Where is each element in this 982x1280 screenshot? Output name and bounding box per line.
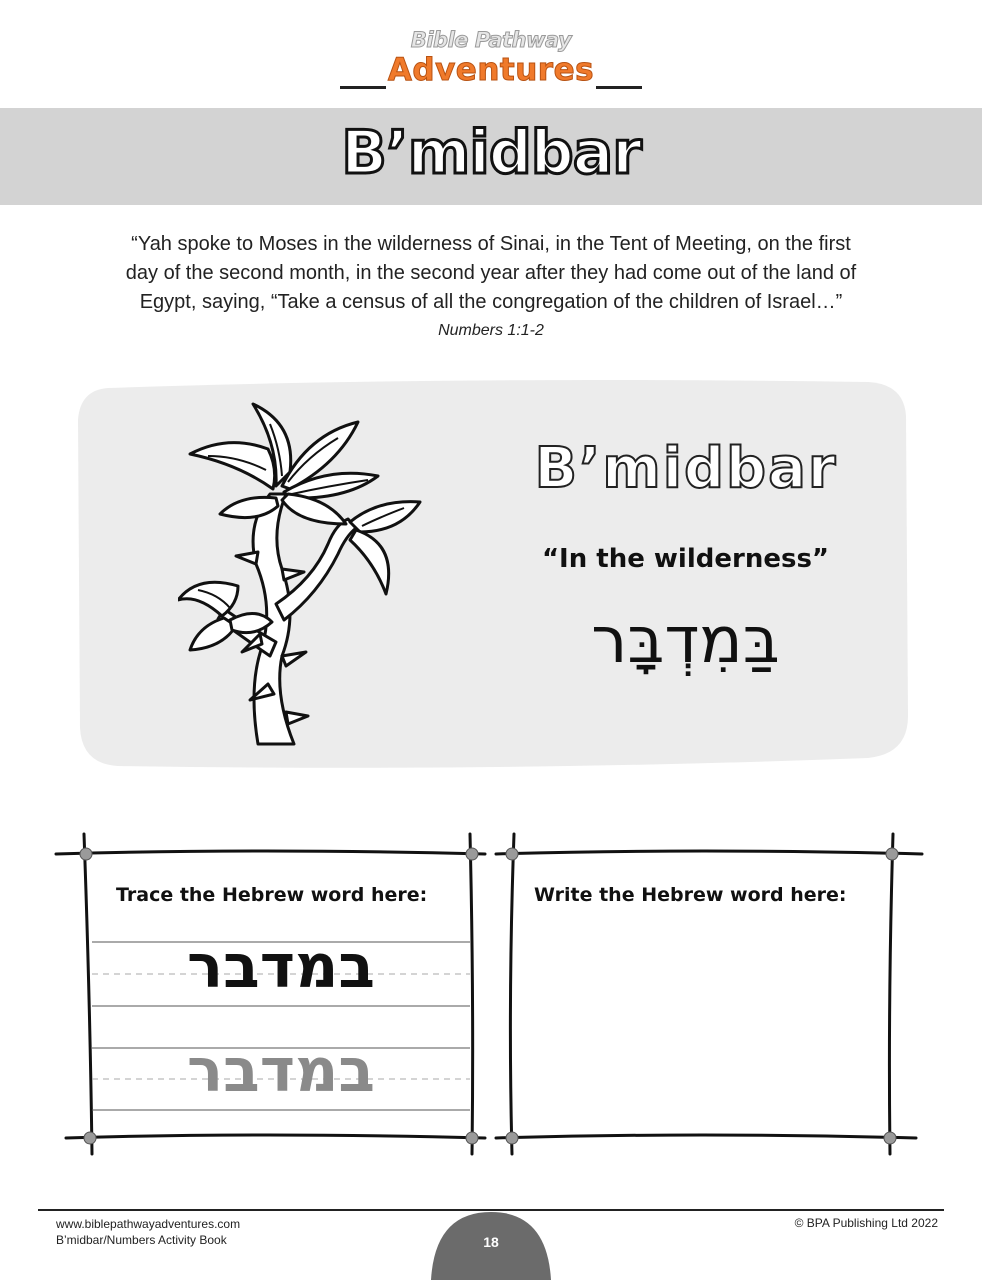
title-band: [0, 108, 982, 205]
word-card: [78, 376, 908, 772]
footer-book: B’midbar/Numbers Activity Book: [56, 1233, 227, 1247]
page-number-tab: [431, 1212, 551, 1280]
footer-website[interactable]: www.biblepathwayadventures.com: [56, 1217, 241, 1231]
write-area[interactable]: [522, 920, 884, 1120]
page-number: 18: [483, 1234, 499, 1250]
trace-word-guide: במדבר: [187, 932, 375, 1002]
brand-logo: [330, 24, 652, 94]
footer-copyright: © BPA Publishing Ltd 2022: [794, 1216, 938, 1230]
logo-line-2: Adventures: [387, 52, 595, 88]
card-hebrew-word: בַּמִדְבָּר: [591, 604, 780, 678]
trace-word-practice[interactable]: במדבר: [187, 1036, 375, 1106]
quote-line: day of the second month, in the second year after they had come out of the land of: [125, 262, 857, 284]
trace-box-title: Trace the Hebrew word here:: [116, 884, 428, 906]
write-box-title: Write the Hebrew word here:: [534, 884, 847, 906]
card-meaning: “In the wilderness”: [541, 544, 830, 574]
scripture-reference: Numbers 1:1-2: [438, 322, 544, 339]
footer-rule: [38, 1209, 944, 1211]
card-word: B’midbar: [534, 436, 838, 501]
logo-line-1: Bible Pathway: [410, 28, 572, 52]
quote-line: Egypt, saying, “Take a census of all the congregation of the children of Israel…”: [139, 291, 843, 313]
quote-line: “Yah spoke to Moses in the wilderness of Sinai, in the Tent of Meeting, on the first: [131, 233, 851, 255]
footer-left: [56, 1216, 240, 1248]
plant-illustration: [178, 394, 448, 754]
scripture-quote: [90, 230, 892, 317]
page-title: B’midbar: [341, 118, 641, 188]
